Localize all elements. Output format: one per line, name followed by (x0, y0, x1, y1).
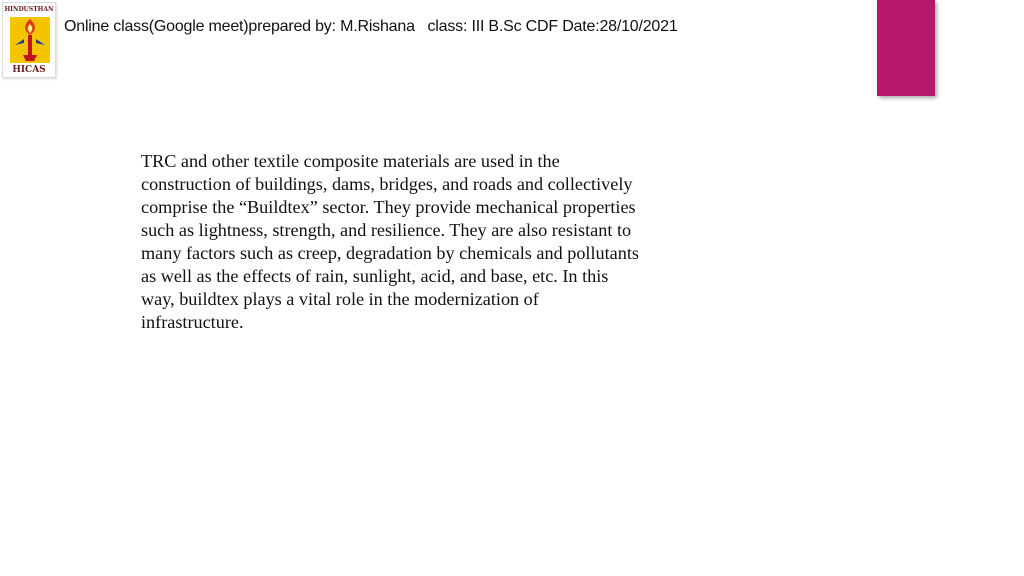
logo-bottom-text: HICAS (12, 65, 46, 75)
body-paragraph: TRC and other textile composite materials are used in the construction of buildings, dams, bridges, and roads and collectively comprise the “Buildtex” sector. They provide mechanical properties such as lightness, strength, and resilience. They are also resistant to many factors such as creep, degradation by chemicals and pollutants as well as the effects of rain, sunlight, acid, and base, etc. In this way, buildtex plays a vital role in the modernization of infrastructure. (141, 151, 639, 332)
logo-top-text: HINDUSTHAN (4, 6, 54, 13)
institution-logo (2, 2, 56, 78)
torch-emblem-icon (7, 15, 53, 67)
accent-bar (877, 0, 935, 96)
slide-header: Online class(Google meet)prepared by: M.Rishana class: III B.Sc CDF Date:28/10/2021 (64, 18, 678, 35)
